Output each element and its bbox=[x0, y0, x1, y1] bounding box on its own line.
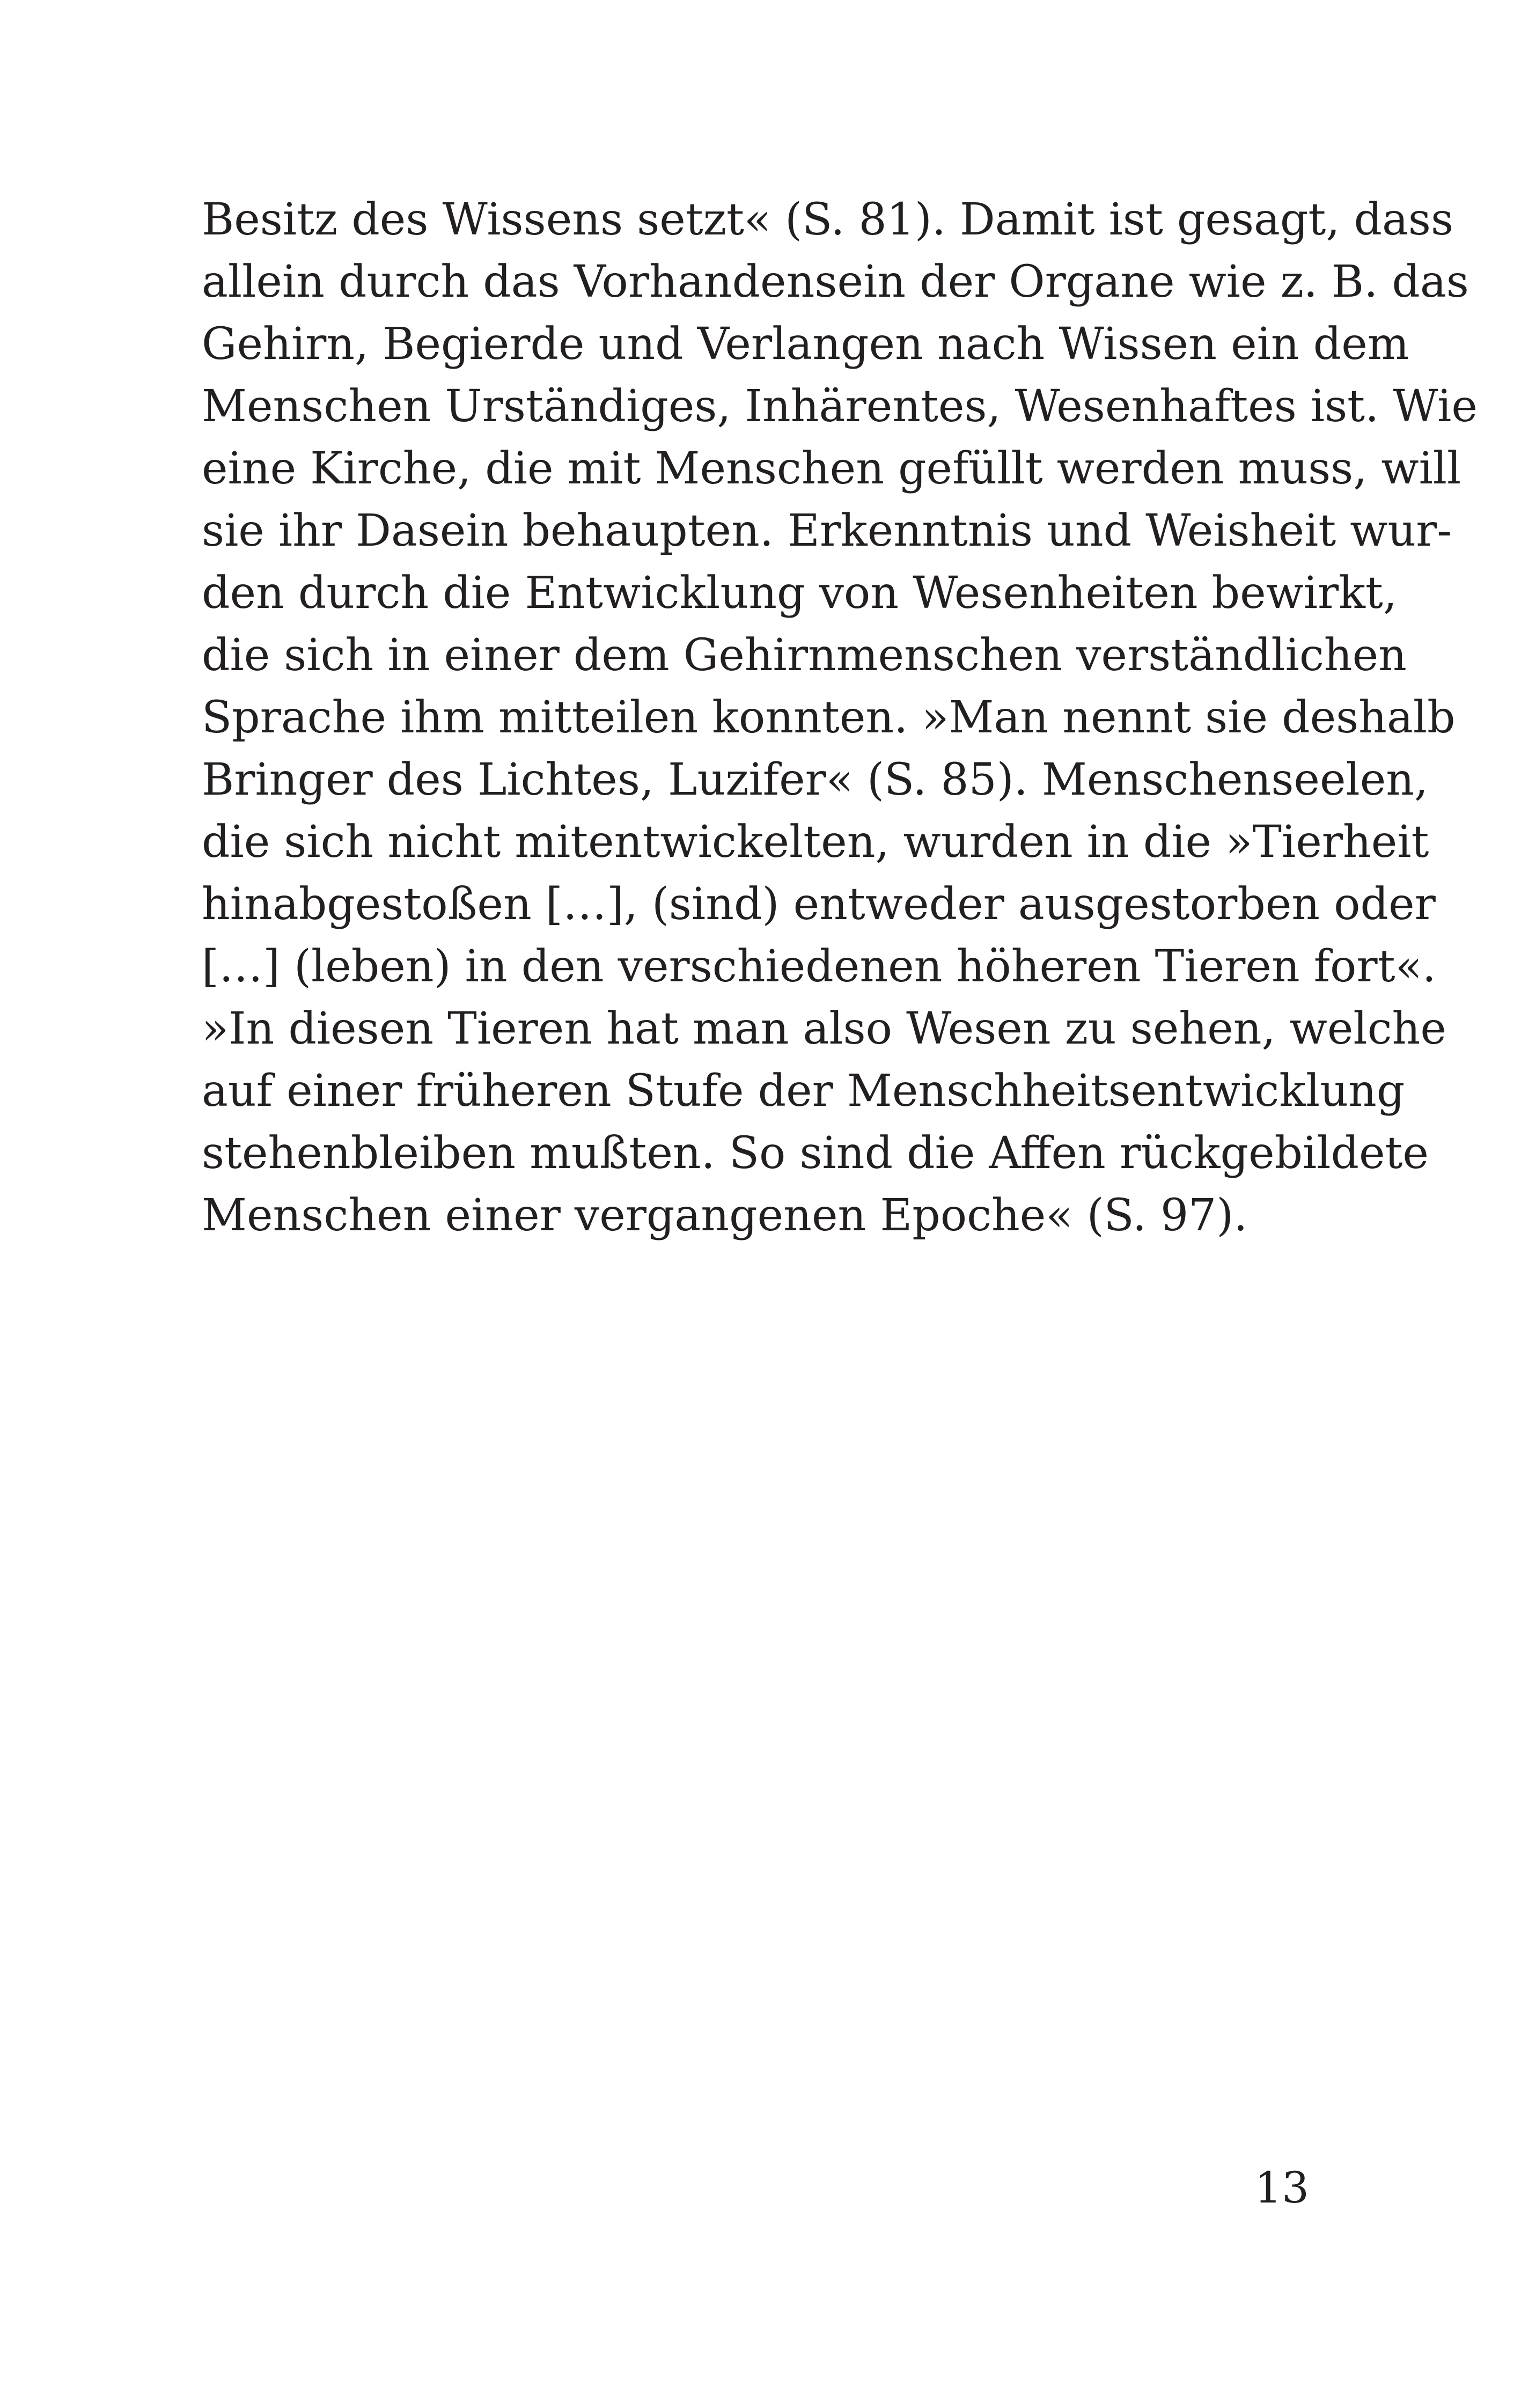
text-line: stehenbleiben mußten. So sind die Affen rückgebildete bbox=[202, 1128, 1429, 1179]
text-line: die sich nicht mitentwickelten, wurden in die »Tierheit bbox=[202, 817, 1429, 868]
text-line: »In diesen Tieren hat man also Wesen zu sehen, welche bbox=[202, 1003, 1446, 1054]
text-line: auf einer früheren Stufe der Menschheitsentwicklung bbox=[202, 1066, 1405, 1117]
text-line: hinabgestoßen […], (sind) entweder ausgestorben oder bbox=[202, 879, 1436, 930]
text-line: Menschen einer vergangenen Epoche« (S. 97). bbox=[202, 1190, 1248, 1241]
text-line: Sprache ihm mitteilen konnten. »Man nennt sie deshalb bbox=[202, 692, 1456, 743]
text-line: Menschen Urständiges, Inhärentes, Wesenhaftes ist. Wie bbox=[202, 381, 1478, 432]
text-line: den durch die Entwicklung von Wesenheiten bewirkt, bbox=[202, 568, 1397, 619]
text-line: […] (leben) in den verschiedenen höheren Tieren fort«. bbox=[202, 941, 1436, 992]
text-line: allein durch das Vorhandensein der Organe wie z. B. das bbox=[202, 256, 1469, 307]
page-number: 13 bbox=[1254, 2163, 1309, 2213]
text-line: die sich in einer dem Gehirnmenschen verständlichen bbox=[202, 630, 1407, 681]
body-text bbox=[202, 189, 1478, 1247]
text-line: Bringer des Lichtes, Luzifer« (S. 85). Menschenseelen, bbox=[202, 754, 1429, 805]
text-line: eine Kirche, die mit Menschen gefüllt werden muss, will bbox=[202, 443, 1461, 494]
text-line: Gehirn, Begierde und Verlangen nach Wissen ein dem bbox=[202, 319, 1409, 370]
text-line: sie ihr Dasein behaupten. Erkenntnis und Weisheit wur- bbox=[202, 505, 1452, 556]
text-line: Besitz des Wissens setzt« (S. 81). Damit ist gesagt, dass bbox=[202, 194, 1454, 245]
